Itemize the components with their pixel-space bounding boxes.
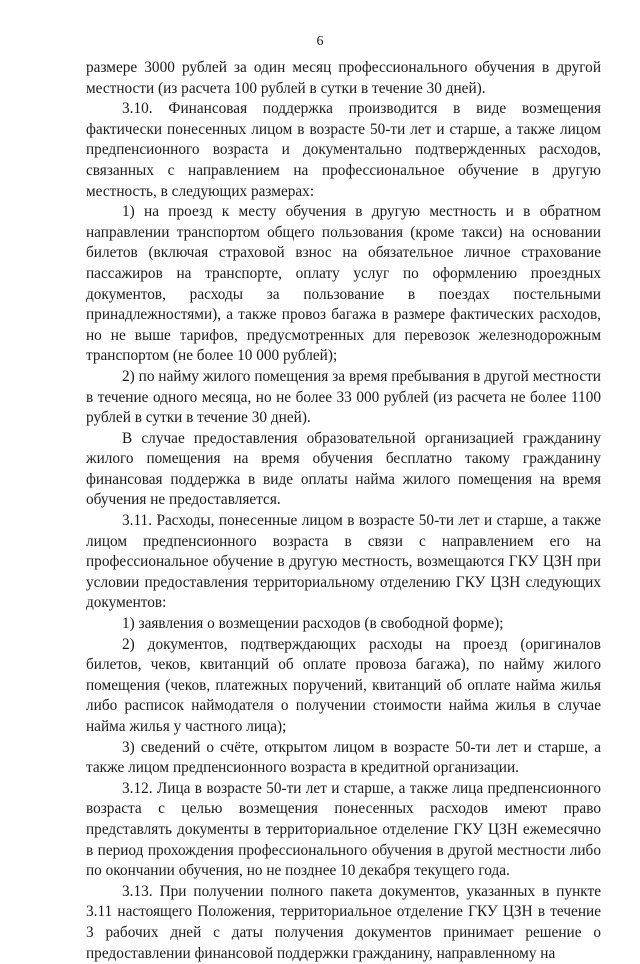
paragraph-free-housing: В случае предоставления образовательной организацией гражданину жилого помещения на время обучения бесплатно такому гражданину финансовая поддержка в виде оплаты найма жилого помещения на время обучения не предоставляется. <box>86 429 601 509</box>
list-item-housing-expenses: 2) по найму жилого помещения за время пребывания в другой местности в течение одного месяца, но не более 33 000 рублей (из расчета не более 1100 рублей в сутки в течение 30 дней). <box>86 367 601 427</box>
list-item-supporting-documents: 2) документов, подтверждающих расходы на проезд (оригиналов билетов, чеков, квитанций об оплате провоза багажа), по найму жилого помещения (чеков, платежных поручений, квитанций об оплате найма жилья либо расписок наймодателя о получении стоимости найма жилья в случае найма жилья у частного лица); <box>86 635 601 735</box>
paragraph-3-10: 3.10. Финансовая поддержка производится в виде возмещения фактически понесенных лицом в возрасте 50-ти лет и старше, а также лицом предпенсионного возраста и документально подтвержденных расходов, связанных с направлением на профессиональное обучение в другую местность, в следующих размерах: <box>86 100 601 200</box>
paragraph-3-11: 3.11. Расходы, понесенные лицом в возрасте 50-ти лет и старше, а также лицом предпенсионного возраста в связи с направлением его на профессиональное обучение в другую местность, возмещаются ГКУ ЦЗН при условии предоставления территориальному отделению ГКУ ЦЗН следующих документов: <box>86 512 601 612</box>
paragraph-3-12: 3.12. Лица в возрасте 50-ти лет и старше, а также лица предпенсионного возраста с целью возмещения понесенных расходов имеют право представлять документы в территориальное отделение ГКУ ЦЗН ежемесячно в период прохождения профессионального обучения в другой местности либо по окончании обучения, но не позднее 10 декабря текущего года. <box>86 779 601 880</box>
list-item-account-details: 3) сведений о счёте, открытом лицом в возрасте 50-ти лет и старше, а также лицом предпенсионного возраста в кредитной организации. <box>86 738 601 777</box>
paragraph-3-13: 3.13. При получении полного пакета документов, указанных в пункте 3.11 настоящего Положения, территориальное отделение ГКУ ЦЗН в течение 3 рабочих дней с даты получения документов принимает решение о предоставлении финансовой поддержки гражданину, направленному на <box>86 882 601 962</box>
page-number: 6 <box>316 34 324 49</box>
list-item-travel-expenses: 1) на проезд к месту обучения в другую местность и в обратном направлении транспортом общего пользования (кроме такси) на основании билетов (включая страховой взнос на обязательное личное страхование пассажиров на транспорте, оплату услуг по оформлению проездных документов, расходы за пользование в поездах постельными принадлежностями), а также провоз багажа в размере фактических расходов, но не выше тарифов, предусмотренных для перевозок железнодорожным транспортом (не более 10 000 рублей); <box>86 203 601 365</box>
document-body <box>86 58 601 964</box>
paragraph-continuation: размере 3000 рублей за один месяц профессионального обучения в другой местности (из расчета 100 рублей в сутки в течение 30 дней). <box>86 59 601 97</box>
list-item-application: 1) заявления о возмещении расходов (в свободной форме); <box>122 615 504 633</box>
